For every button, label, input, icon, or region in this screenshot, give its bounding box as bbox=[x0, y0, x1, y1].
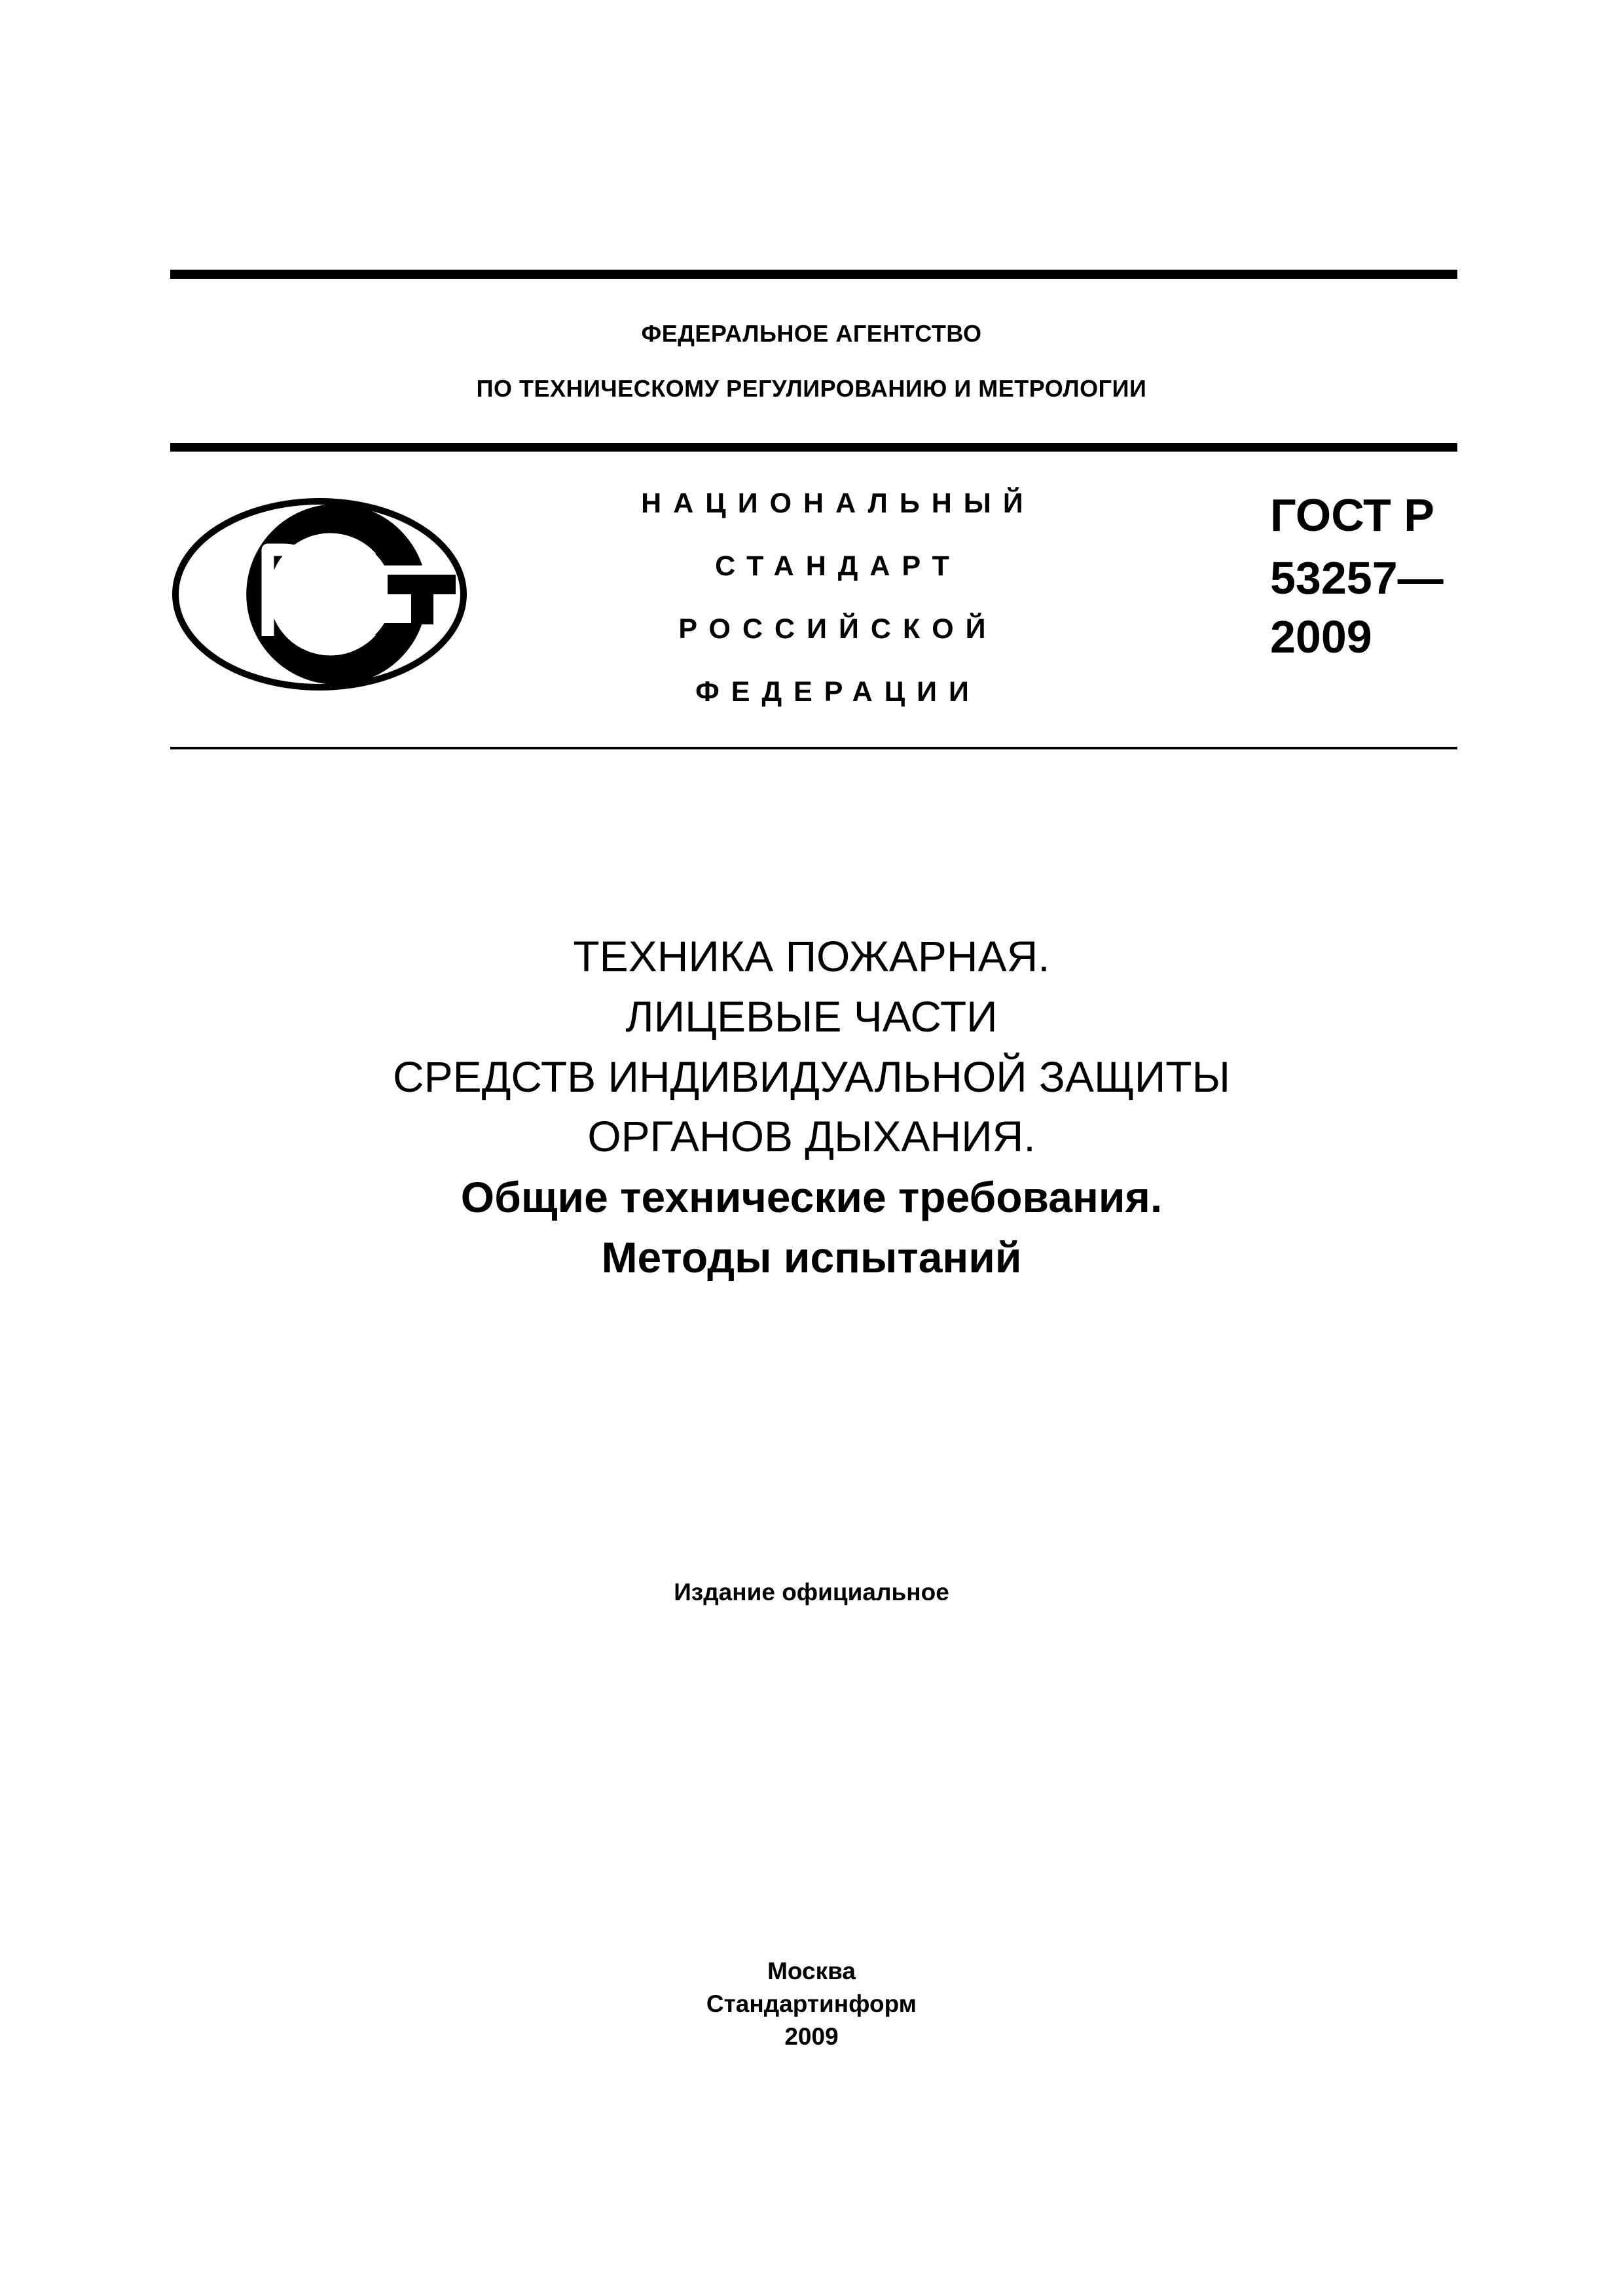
standard-type-line3: РОССИЙСКОЙ bbox=[678, 613, 998, 645]
rst-certification-mark-icon bbox=[172, 497, 467, 691]
document-title-line4: ОРГАНОВ ДЫХАНИЯ. bbox=[587, 1112, 1036, 1160]
top-divider bbox=[170, 270, 1457, 279]
imprint-city: Москва bbox=[767, 1958, 856, 1984]
designation-year: 2009 bbox=[1270, 611, 1372, 662]
document-title-line1: ТЕХНИКА ПОЖАРНАЯ. bbox=[573, 932, 1050, 980]
edition-label: Издание официальное bbox=[674, 1579, 949, 1605]
designation-number: 53257— bbox=[1270, 552, 1444, 603]
document-subtitle-line2: Методы испытаний bbox=[601, 1233, 1022, 1282]
middle-divider bbox=[170, 443, 1457, 452]
agency-name-line1: ФЕДЕРАЛЬНОЕ АГЕНТСТВО bbox=[641, 320, 982, 347]
imprint-publisher: Стандартинформ bbox=[706, 1990, 917, 2017]
document-title-line2: ЛИЦЕВЫЕ ЧАСТИ bbox=[625, 992, 998, 1041]
document-title-line3: СРЕДСТВ ИНДИВИДУАЛЬНОЙ ЗАЩИТЫ bbox=[392, 1052, 1230, 1101]
imprint-year: 2009 bbox=[784, 2023, 839, 2050]
agency-name-line2: ПО ТЕХНИЧЕСКОМУ РЕГУЛИРОВАНИЮ И МЕТРОЛОГИИ bbox=[476, 375, 1147, 402]
designation-line1: ГОСТ Р bbox=[1270, 490, 1434, 541]
bottom-divider bbox=[170, 747, 1457, 749]
standard-type-line2: СТАНДАРТ bbox=[715, 550, 961, 582]
standard-type-line1: НАЦИОНАЛЬНЫЙ bbox=[641, 488, 1035, 519]
document-subtitle-line1: Общие технические требования. bbox=[460, 1173, 1163, 1221]
standard-type-line4: ФЕДЕРАЦИИ bbox=[695, 676, 981, 708]
